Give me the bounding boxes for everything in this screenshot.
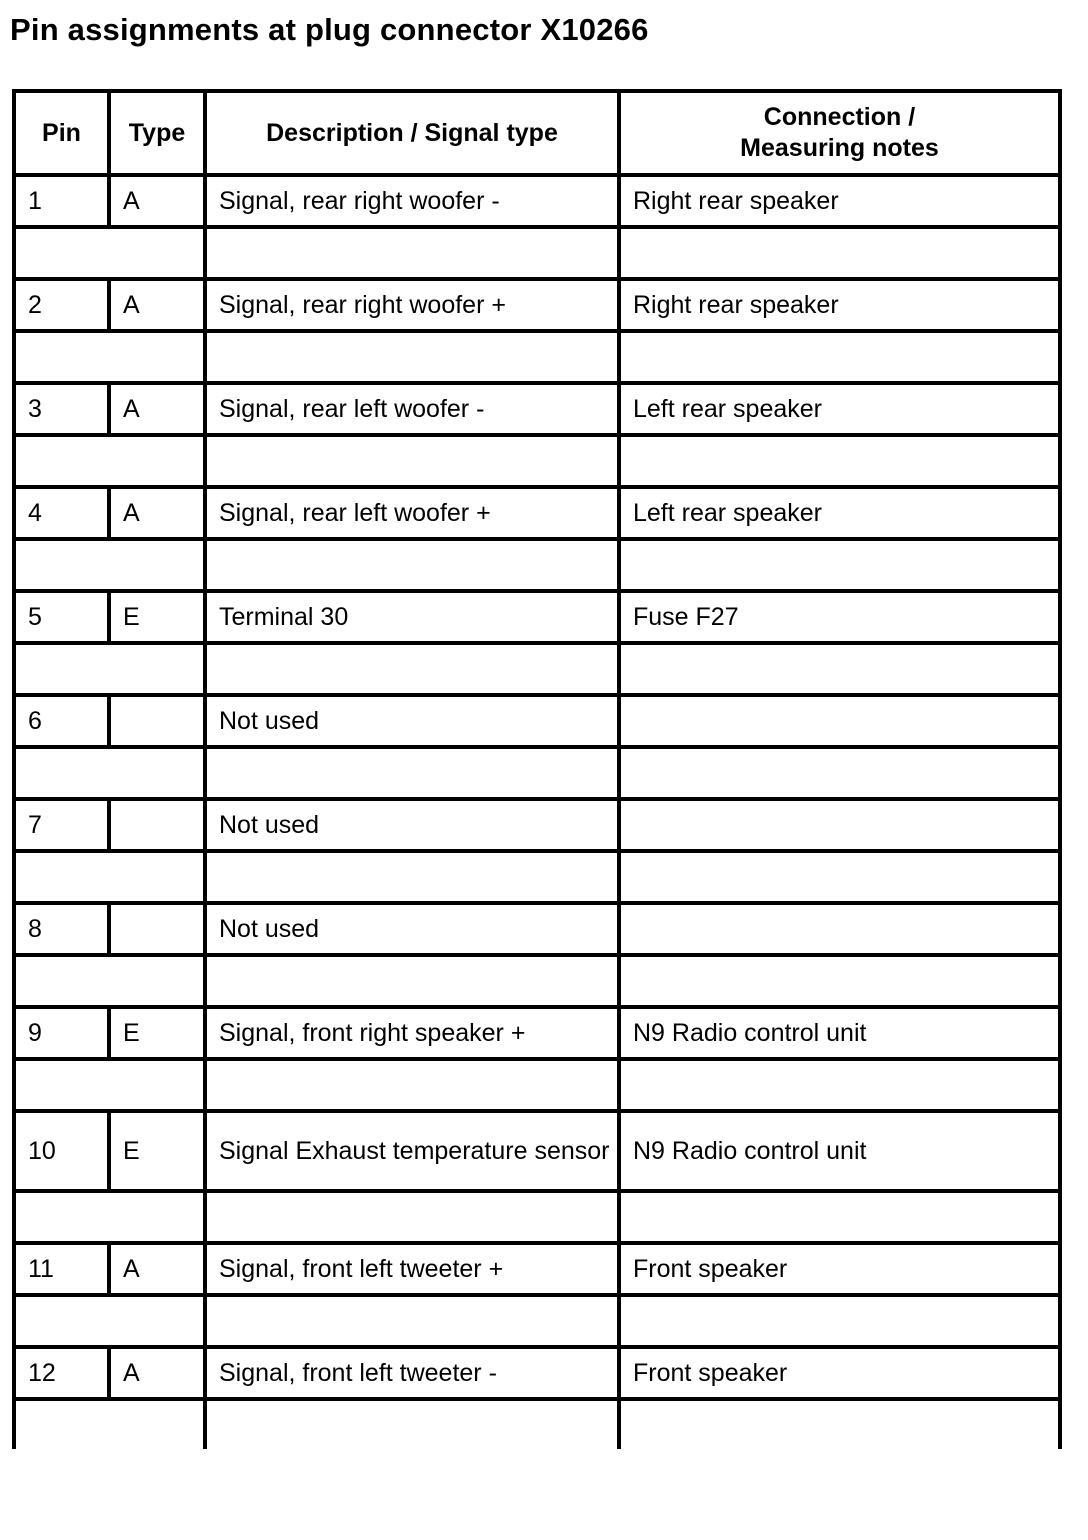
- spacer-cell: [205, 747, 619, 799]
- spacer-cell: [619, 539, 1060, 591]
- spacer-cell: [205, 331, 619, 383]
- type-cell: A: [109, 175, 205, 227]
- header-type: Type: [109, 91, 205, 175]
- spacer-cell: [14, 227, 205, 279]
- table-row: [14, 279, 1060, 331]
- type-cell: E: [109, 591, 205, 643]
- spacer-row: [14, 643, 1060, 695]
- spacer-cell: [14, 1295, 205, 1347]
- table-row: [14, 1007, 1060, 1059]
- spacer-cell: [14, 331, 205, 383]
- pin-cell: 6: [14, 695, 109, 747]
- spacer-cell: [619, 435, 1060, 487]
- spacer-cell: [619, 1191, 1060, 1243]
- connection-cell: [619, 799, 1060, 851]
- connection-cell: Fuse F27: [619, 591, 1060, 643]
- description-cell: Terminal 30: [205, 591, 619, 643]
- description-cell: Not used: [205, 903, 619, 955]
- spacer-cell: [205, 227, 619, 279]
- spacer-cell: [205, 539, 619, 591]
- spacer-row: [14, 1191, 1060, 1243]
- description-cell: Signal, front left tweeter +: [205, 1243, 619, 1295]
- pin-cell: 11: [14, 1243, 109, 1295]
- spacer-cell: [619, 851, 1060, 903]
- description-cell: Not used: [205, 695, 619, 747]
- type-cell: A: [109, 1347, 205, 1399]
- spacer-row: [14, 1399, 1060, 1449]
- table-row: [14, 695, 1060, 747]
- spacer-cell: [14, 851, 205, 903]
- header-connection-line2: Measuring notes: [740, 134, 939, 162]
- connection-cell: Left rear speaker: [619, 487, 1060, 539]
- table-row: [14, 487, 1060, 539]
- table-row: [14, 383, 1060, 435]
- spacer-cell: [14, 1399, 205, 1449]
- table-row: [14, 175, 1060, 227]
- pin-cell: 2: [14, 279, 109, 331]
- spacer-cell: [14, 1191, 205, 1243]
- header-description: Description / Signal type: [205, 91, 619, 175]
- description-cell: Signal, front left tweeter -: [205, 1347, 619, 1399]
- type-cell: A: [109, 1243, 205, 1295]
- header-pin: Pin: [14, 91, 109, 175]
- spacer-cell: [14, 1059, 205, 1111]
- pin-cell: 9: [14, 1007, 109, 1059]
- spacer-cell: [14, 747, 205, 799]
- header-connection-line1: Connection /: [763, 103, 916, 131]
- spacer-cell: [205, 1295, 619, 1347]
- spacer-cell: [205, 1191, 619, 1243]
- connection-cell: [619, 903, 1060, 955]
- description-cell: Signal, rear right woofer -: [205, 175, 619, 227]
- spacer-cell: [205, 1059, 619, 1111]
- pin-cell: 12: [14, 1347, 109, 1399]
- spacer-cell: [14, 955, 205, 1007]
- connection-cell: N9 Radio control unit: [619, 1007, 1060, 1059]
- connection-cell: Front speaker: [619, 1347, 1060, 1399]
- description-cell: Signal, rear left woofer -: [205, 383, 619, 435]
- type-cell: E: [109, 1111, 205, 1191]
- type-cell: A: [109, 279, 205, 331]
- spacer-row: [14, 435, 1060, 487]
- spacer-cell: [619, 955, 1060, 1007]
- connection-cell: Front speaker: [619, 1243, 1060, 1295]
- table-row: [14, 799, 1060, 851]
- pin-cell: 10: [14, 1111, 109, 1191]
- pin-cell: 4: [14, 487, 109, 539]
- spacer-row: [14, 955, 1060, 1007]
- spacer-cell: [619, 227, 1060, 279]
- spacer-row: [14, 1295, 1060, 1347]
- spacer-cell: [14, 643, 205, 695]
- table-row: [14, 1347, 1060, 1399]
- connection-cell: N9 Radio control unit: [619, 1111, 1060, 1191]
- spacer-cell: [205, 851, 619, 903]
- type-cell: E: [109, 1007, 205, 1059]
- description-cell: Signal, front right speaker +: [205, 1007, 619, 1059]
- spacer-cell: [619, 643, 1060, 695]
- connection-cell: [619, 695, 1060, 747]
- spacer-cell: [619, 747, 1060, 799]
- spacer-row: [14, 1059, 1060, 1111]
- type-cell: [109, 695, 205, 747]
- connection-cell: Right rear speaker: [619, 175, 1060, 227]
- table-row: [14, 1243, 1060, 1295]
- table-row: [14, 591, 1060, 643]
- pin-cell: 7: [14, 799, 109, 851]
- pin-assignment-table: [12, 89, 1062, 1449]
- spacer-row: [14, 539, 1060, 591]
- pin-cell: 3: [14, 383, 109, 435]
- pin-cell: 1: [14, 175, 109, 227]
- spacer-cell: [14, 435, 205, 487]
- spacer-row: [14, 227, 1060, 279]
- type-cell: [109, 799, 205, 851]
- type-cell: A: [109, 487, 205, 539]
- spacer-row: [14, 747, 1060, 799]
- connection-cell: Left rear speaker: [619, 383, 1060, 435]
- page-title: Pin assignments at plug connector X10266: [10, 12, 649, 47]
- spacer-cell: [205, 435, 619, 487]
- spacer-row: [14, 331, 1060, 383]
- connection-cell: Right rear speaker: [619, 279, 1060, 331]
- description-cell: Signal, rear right woofer +: [205, 279, 619, 331]
- type-cell: [109, 903, 205, 955]
- description-cell: Signal Exhaust temperature sensor: [205, 1111, 619, 1191]
- pin-cell: 5: [14, 591, 109, 643]
- spacer-cell: [619, 331, 1060, 383]
- header-connection: [619, 91, 1060, 175]
- spacer-cell: [619, 1295, 1060, 1347]
- spacer-cell: [205, 955, 619, 1007]
- table-row: [14, 1111, 1060, 1191]
- table-header-row: [14, 91, 1060, 175]
- pin-cell: 8: [14, 903, 109, 955]
- spacer-cell: [619, 1059, 1060, 1111]
- spacer-cell: [619, 1399, 1060, 1449]
- spacer-cell: [205, 643, 619, 695]
- spacer-row: [14, 851, 1060, 903]
- description-cell: Not used: [205, 799, 619, 851]
- table-row: [14, 903, 1060, 955]
- description-cell: Signal, rear left woofer +: [205, 487, 619, 539]
- spacer-cell: [205, 1399, 619, 1449]
- spacer-cell: [14, 539, 205, 591]
- type-cell: A: [109, 383, 205, 435]
